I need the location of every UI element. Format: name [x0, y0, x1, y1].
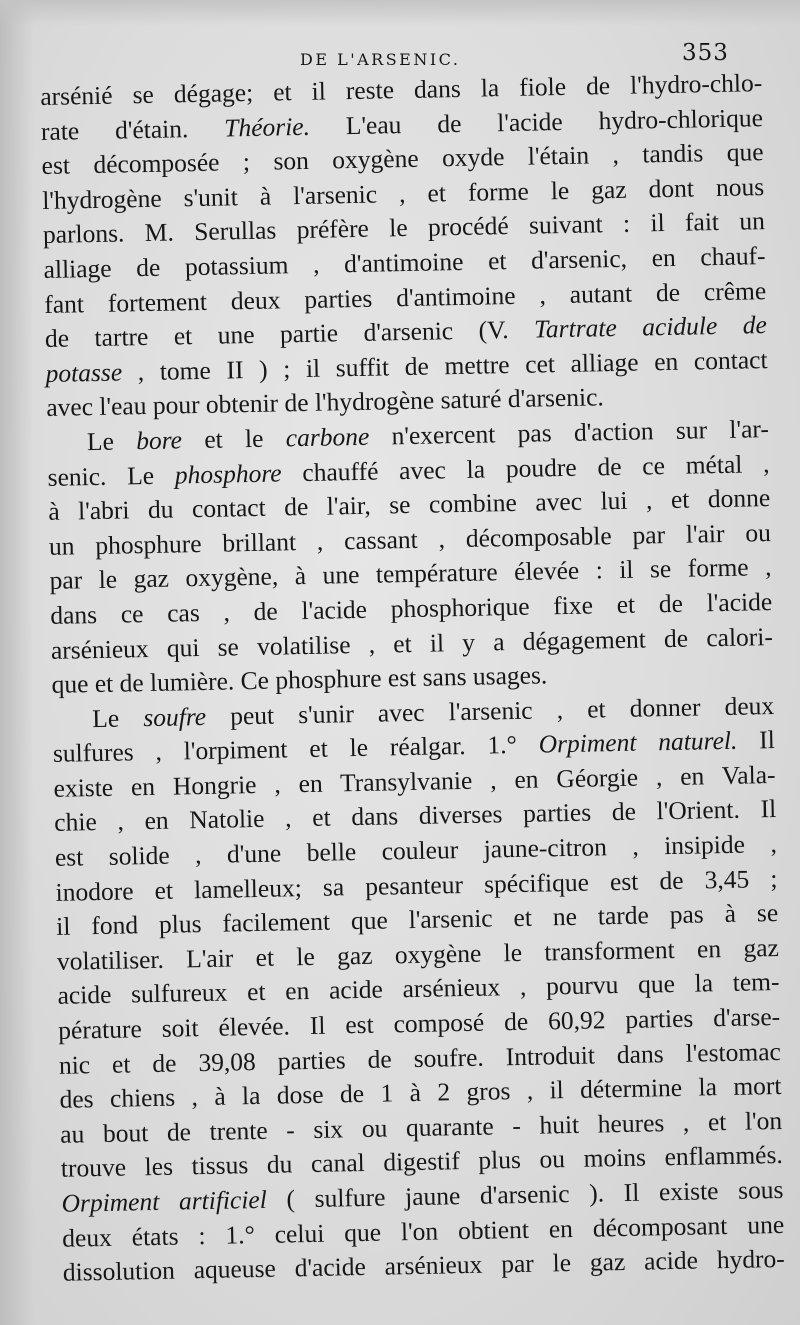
- text-run: volatiliser. L'air et le gaz oxygène le transforment en gaz: [56, 932, 780, 976]
- text-run: un phosphure brillant , cassant , décomposable par l'air ou: [48, 517, 772, 561]
- text-run: chie , en Natolie , et dans diverses parties de l'Orient. Il: [53, 794, 777, 838]
- text-run: parlons. M. Serullas préfère le procédé suivant : il fait un: [42, 206, 766, 250]
- text-run: il fond plus facilement que l'arsenic et ne tarde pas à se: [55, 898, 779, 942]
- text-run: au bout de trente - six ou quarante - huit heures , et l'on: [59, 1105, 783, 1149]
- text-run: à l'abri du contact de l'air, se combine avec lui , et donne: [48, 483, 771, 527]
- italic-term: bore: [135, 425, 183, 456]
- text-run: est solide , d'une belle couleur jaune-citron , insipide ,: [54, 829, 778, 872]
- text-run: L'eau de l'acide hydro-chlorique: [309, 102, 764, 141]
- italic-term: Tartrate acidule de: [533, 310, 768, 344]
- italic-term: potasse: [45, 357, 123, 388]
- text-run: fant fortement deux parties d'antimoine , autant de crême: [44, 275, 767, 319]
- text-run: Le: [86, 426, 137, 457]
- text-run: n'exercent pas d'action sur l'ar-: [369, 414, 770, 451]
- italic-term: soufre: [142, 701, 207, 732]
- italic-term: phosphore: [174, 457, 282, 490]
- text-run: de tartre et une partie d'arsenic (V.: [44, 314, 535, 354]
- text-run: deux états : 1.° celui que l'on obtient en décomposant une: [61, 1209, 785, 1253]
- text-run: et le: [181, 423, 287, 455]
- text-run: sulfures , l'orpiment et le réalgar. 1.°: [52, 729, 539, 769]
- text-run: des chiens , à la dose de 1 à 2 gros , il détermine la mort: [59, 1071, 782, 1115]
- text-run: Il: [737, 725, 776, 756]
- text-run: avec l'eau pour obtenir de l'hydrogène saturé d'arsenic.: [46, 382, 605, 423]
- text-run: nic et de 39,08 parties de soufre. Introduit dans l'estomac: [58, 1036, 782, 1080]
- text-run: l'hydrogène s'unit à l'arsenic , et forme le gaz dont nous: [42, 171, 765, 215]
- text-run: acide sulfureux et en acide arsénieux , pourvu que la tem-: [57, 967, 780, 1011]
- text-run: Le: [91, 702, 144, 733]
- body-text: [40, 66, 785, 1290]
- text-run: est décomposée ; son oxygène oxyde l'étain , tandis que: [41, 137, 764, 181]
- text-run: alliage de potassium , d'antimoine et d'arsenic, en chauf-: [43, 241, 766, 284]
- italic-term: Orpiment naturel.: [538, 726, 738, 759]
- text-run: ( sulfure jaune d'arsenic ). Il existe sous: [266, 1174, 784, 1214]
- running-head: DE L'ARSENIC.: [300, 50, 461, 69]
- text-run: existe en Hongrie , en Transylvanie , en Géorgie , en Vala-: [53, 759, 776, 803]
- text-run: peut s'unir avec l'arsenic , et donner deux: [205, 690, 775, 731]
- text-run: dans ce cas , de l'acide phosphorique fixe et de l'acide: [50, 586, 773, 630]
- text-run: par le gaz oxygène, à une température élevée : il se forme ,: [49, 552, 772, 596]
- text-run: chauffé avec la poudre de ce métal ,: [281, 448, 770, 487]
- text-run: pérature soit élevée. Il est composé de 60,92 parties d'arse-: [57, 1001, 781, 1045]
- text-run: trouve les tissus du canal digestif plus ou moins enflammés.: [60, 1140, 784, 1184]
- italic-term: Théorie.: [223, 111, 311, 143]
- text-run: arsénié se dégage; et il reste dans la fiole de l'hydro-chlo-: [40, 68, 763, 111]
- text-run: rate d'étain.: [40, 113, 225, 146]
- text-run: arsénieux qui se volatilise , et il y a dégagement de calori-: [50, 621, 774, 665]
- page-number: 353: [682, 40, 729, 66]
- italic-term: Orpiment artificiel: [61, 1184, 268, 1218]
- italic-term: carbone: [285, 421, 370, 453]
- text-run: que et de lumière. Ce phosphure est sans usages.: [51, 660, 548, 699]
- text-run: inodore et lamelleux; sa pesanteur spécifique est de 3,45 ;: [55, 863, 778, 907]
- text-run: , tome II ) ; il suffit de mettre cet alliage en contact: [121, 344, 768, 387]
- text-run: senic. Le: [47, 460, 176, 492]
- text-run: dissolution aqueuse d'acide arsénieux par le gaz acide hydro-: [62, 1244, 786, 1287]
